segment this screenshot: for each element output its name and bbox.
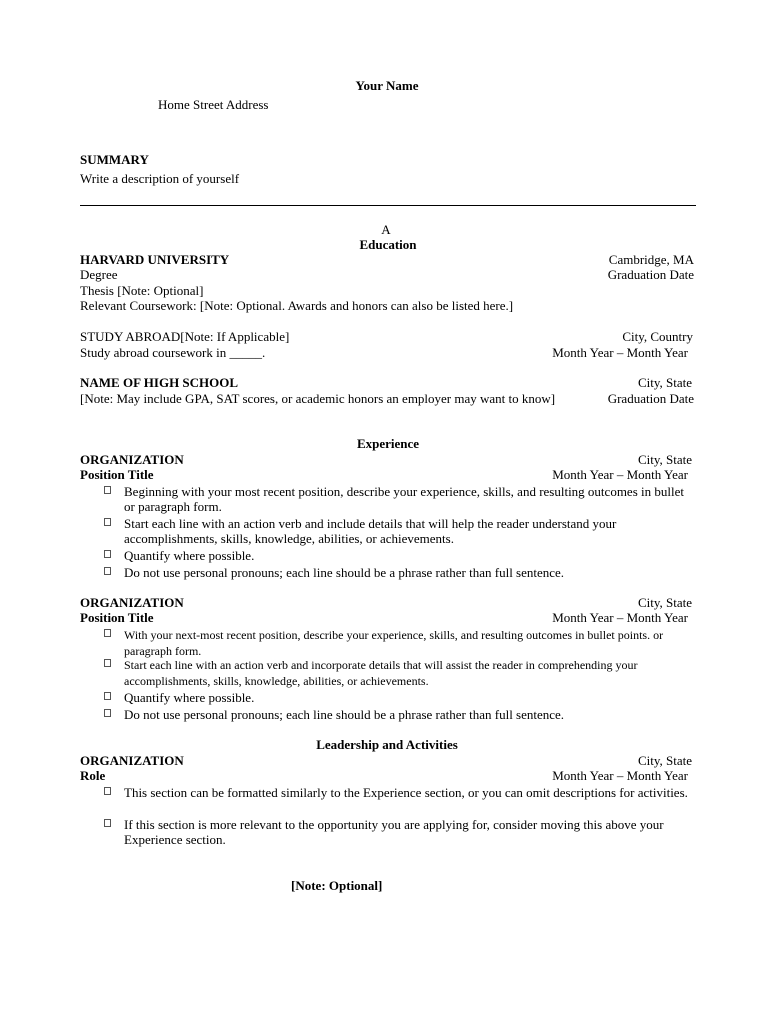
leadership-location: City, State bbox=[637, 753, 692, 768]
experience-2-org-row bbox=[80, 595, 692, 611]
experience-1-title-row bbox=[80, 467, 688, 483]
high-school-note: [Note: May include GPA, SAT scores, or academic honors an employer may want to know] bbox=[80, 391, 556, 406]
high-school-graduation: Graduation Date bbox=[607, 391, 694, 406]
bullet-box-icon bbox=[104, 567, 111, 575]
bullet-box-icon bbox=[104, 692, 111, 700]
bullet-box-icon bbox=[104, 629, 111, 637]
thesis: Thesis [Note: Optional] bbox=[80, 283, 204, 298]
experience-2-org: ORGANIZATION bbox=[80, 595, 184, 610]
high-school-location: City, State bbox=[637, 375, 692, 390]
experience-1-org: ORGANIZATION bbox=[80, 452, 184, 467]
school-name: HARVARD UNIVERSITY bbox=[80, 252, 230, 267]
education-heading: Education bbox=[359, 237, 417, 252]
bullet-box-icon bbox=[104, 787, 111, 795]
experience-heading: Experience bbox=[356, 436, 420, 451]
footer-note: [Note: Optional] bbox=[291, 878, 383, 893]
abroad-coursework: Study abroad coursework in _____. bbox=[80, 345, 266, 360]
leadership-org: ORGANIZATION bbox=[80, 753, 184, 768]
leadership-org-row bbox=[80, 753, 692, 769]
school-location: Cambridge, MA bbox=[608, 252, 694, 267]
section-divider bbox=[80, 205, 696, 206]
summary-heading: SUMMARY bbox=[80, 152, 149, 167]
experience-1-location: City, State bbox=[637, 452, 692, 467]
experience-1-title: Position Title bbox=[80, 467, 154, 482]
education-degree-row bbox=[80, 267, 694, 283]
bullet-box-icon bbox=[104, 709, 111, 717]
abroad-location: City, Country bbox=[622, 329, 693, 344]
degree: Degree bbox=[80, 267, 118, 282]
summary-text: Write a description of yourself bbox=[80, 171, 240, 186]
leadership-heading: Leadership and Activities bbox=[316, 737, 458, 752]
bullet-box-icon bbox=[104, 518, 111, 526]
abroad-coursework-row bbox=[80, 345, 688, 361]
bullet-box-icon bbox=[104, 486, 111, 494]
high-school-name: NAME OF HIGH SCHOOL bbox=[80, 375, 239, 390]
experience-2-title-row bbox=[80, 610, 688, 626]
experience-1-dates: Month Year – Month Year bbox=[552, 467, 688, 482]
education-school-row bbox=[80, 252, 694, 268]
experience-1-org-row bbox=[80, 452, 692, 468]
study-abroad-row bbox=[80, 329, 693, 345]
study-abroad: STUDY ABROAD[Note: If Applicable] bbox=[80, 329, 290, 344]
abroad-dates: Month Year – Month Year bbox=[552, 345, 688, 360]
high-school-row bbox=[80, 375, 692, 391]
relevant-coursework: Relevant Coursework: [Note: Optional. Awards and honors can also be listed here.] bbox=[80, 298, 514, 313]
leadership-role: Role bbox=[80, 768, 106, 783]
leadership-role-row bbox=[80, 768, 688, 784]
graduation-date: Graduation Date bbox=[607, 267, 694, 282]
experience-2-location: City, State bbox=[637, 595, 692, 610]
experience-2-dates: Month Year – Month Year bbox=[552, 610, 688, 625]
home-address: Home Street Address bbox=[158, 97, 269, 112]
bullet-box-icon bbox=[104, 819, 111, 827]
high-school-note-row bbox=[80, 391, 694, 407]
resume-page: Your Name Home Street Address SUMMARY Write a description of yourself A Education HARVARD UNIVERSITY Cambridge, MA Degree Graduation Date Thesis [Note: Optional] Relevant Coursework: [Note: Optional. Awards and honors can also be listed here.] STUDY ABROAD[Note: If Applicable] City, Country Study abroad coursework in _____. Month Year – Month Year NAME OF HIGH SCHOOL City, State [Note: May include GPA, SAT scores, or academic honors an employer may want to know] Graduation Date Experience ORGANIZATION City, State Position Title Month Year – Month Year Beginning with your most recent position, describe your experience, skills, and resulting outcomes in bullet or paragraph form. Start each line with an action verb and include details that will help the reader understand your accomplishments, skills, knowledge, abilities, or achievements. Quantify where possible. Do not use personal pronouns; each line should be a phrase rather than full sentence. ORGANIZATION City, State Position Title Month Year – Month Year With your next-most recent position, describe your experience, skills, and resulting outcomes in bullet points. or paragraph form. Start each line with an action verb and incorporate details that will assist the reader in comprehending your accomplishments, skills, knowledge, abilities, or achievements. Quantify where possible. Do not use personal pronouns; each line should be a phrase rather than full sentence. Leadership and Activities ORGANIZATION City, State Role Month Year – Month Year This section can be formatted similarly to the Experience section, or you can omit descriptions for activities. If this section is more relevant to the opportunity you are applying for, consider moving this above your Experience section. [Note: Optional] bbox=[0, 0, 768, 1024]
bullet-box-icon bbox=[104, 659, 111, 667]
resume-name: Your Name bbox=[355, 78, 419, 93]
bullet-box-icon bbox=[104, 550, 111, 558]
leadership-dates: Month Year – Month Year bbox=[552, 768, 688, 783]
experience-2-title: Position Title bbox=[80, 610, 154, 625]
stray-letter: A bbox=[381, 222, 391, 237]
